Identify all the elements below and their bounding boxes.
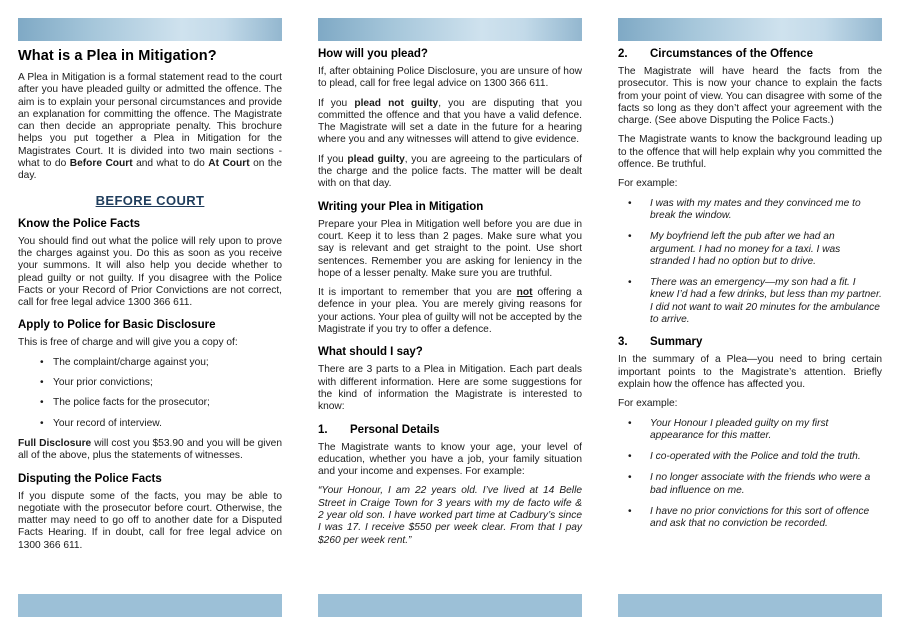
bullet-text: My boyfriend left the pub after we had an argument. I had no money for a taxi. I was stranded I had no option but to drive. — [650, 231, 841, 267]
bullet-item — [618, 506, 882, 531]
bullet-icon: • — [628, 417, 632, 429]
body-paragraph — [618, 178, 882, 190]
text-segment: In the summary of a Plea—you need to bring certain important points to the Magistrate’s attention. Briefly explain how the offence has affected you. — [618, 354, 882, 390]
bullet-item — [18, 377, 282, 389]
text-segment: At Court — [208, 158, 250, 170]
bullet-icon: • — [40, 417, 44, 429]
bullet-text: The complaint/charge against you; — [53, 356, 209, 368]
bullet-item — [618, 418, 882, 443]
column-middle-content — [318, 48, 582, 554]
before-court-heading: BEFORE COURT — [95, 192, 205, 208]
bullet-item — [18, 397, 282, 409]
bullet-item — [618, 472, 882, 497]
decorative-gradient-bar-top — [618, 18, 882, 41]
body-paragraph — [18, 72, 282, 183]
text-segment: , you are agreeing to the particulars of the charge and the police facts. The matter will be dealt with on that day. — [318, 153, 583, 190]
text-segment: , you are disputing that you committed the offence and that you have a valid defence. The Magistrate will set a date in the future for a hearing where you and any witnesses will attend to give evidence. — [318, 97, 582, 146]
body-paragraph — [318, 219, 582, 280]
text-segment: and what to do — [132, 158, 209, 170]
body-paragraph — [18, 236, 282, 310]
text-segment: offering a defence in your plea. You are merely giving reasons for your actions. Your plea of guilty will not be accepted by the Magistrate if you try to offer a defence. — [318, 287, 583, 336]
body-paragraph — [18, 438, 282, 463]
section-heading: Know the Police Facts — [18, 217, 141, 230]
text-segment: not — [516, 287, 533, 299]
column-right — [618, 0, 882, 637]
body-paragraph — [618, 66, 882, 127]
bullet-text: Your record of interview. — [53, 417, 162, 429]
text-segment: This is free of charge and will give you a copy of: — [18, 337, 238, 349]
bullet-icon: • — [40, 397, 44, 409]
body-paragraph — [318, 154, 582, 191]
bullet-item — [18, 418, 282, 430]
body-paragraph — [18, 337, 282, 349]
bullet-item — [618, 198, 882, 223]
bullet-icon: • — [628, 277, 632, 289]
numbered-section-heading — [318, 424, 582, 436]
column-left-content — [18, 48, 282, 559]
text-segment: plead guilty — [347, 153, 405, 165]
bullet-item — [618, 277, 882, 326]
text-segment: If you — [318, 97, 355, 109]
text-segment: Prepare your Plea in Mitigation well before you are due in court. Keep it to less than 2 pages. Make sure what you say is relevant and get straight to the point. Use short sentences. Remember you are asking for leniency in the hope of a lesser penalty. Make sure you are truthful. — [318, 218, 582, 279]
bullet-icon: • — [628, 231, 632, 243]
section-heading: What should I say? — [318, 346, 423, 359]
text-segment: If, after obtaining Police Disclosure, you are unsure of how to plead, call for free legal advice on 1300 366 611. — [318, 66, 582, 90]
text-segment: Before Court — [69, 158, 133, 170]
column-left — [18, 0, 282, 637]
numbered-section-heading — [618, 336, 882, 348]
body-paragraph — [318, 66, 582, 91]
text-segment: “Your Honour, I am 22 years old. I’ve lived at 14 Belle Street in Craige Town for 3 years with my de facto wife & 2 year old son. I have worked part time at Cadbury’s since I was 17. I receive $550 per week clear. From that I pay $260 per week rent.” — [318, 485, 582, 546]
bullet-text: There was an emergency—my son had a fit. I knew I’d had a few drinks, but less than my partner. I did not want to wait 20 minutes for the ambulance to arrive. — [650, 277, 882, 326]
bullet-text: Your prior convictions; — [53, 377, 153, 389]
bullet-list — [18, 357, 282, 430]
body-paragraph — [318, 287, 582, 336]
text-segment: The Magistrate will have heard the facts from the prosecutor. This is now your chance to explain the facts from your point of view. You can disagree with some of the facts so long as they don’t affect your agreement with the charge. (See above Disputing the Police Facts.) — [618, 66, 882, 127]
body-paragraph — [618, 134, 882, 171]
section-number: 3. — [618, 336, 628, 349]
column-middle — [318, 0, 582, 637]
bullet-item — [618, 451, 882, 463]
bullet-item — [18, 357, 282, 369]
text-segment: For example: — [618, 178, 678, 190]
body-paragraph — [18, 491, 282, 552]
decorative-gradient-bar-top — [18, 18, 282, 41]
bullet-icon: • — [628, 506, 632, 518]
bullet-list — [618, 198, 882, 327]
bullet-icon: • — [628, 472, 632, 484]
bullet-text: I have no prior convictions for this sort of offence and ask that no conviction be recorded. — [650, 506, 870, 530]
section-heading: Disputing the Police Facts — [18, 472, 162, 485]
text-segment: The Magistrate wants to know the background leading up to the offence that will help explain why you committed the offence. Be truthful. — [618, 134, 882, 171]
text-segment: The Magistrate wants to know your age, your level of education, whether you have a job, your family situation and your income and expenses. For example: — [318, 441, 582, 478]
section-heading-text: Circumstances of the Offence — [650, 48, 813, 60]
body-paragraph — [318, 98, 582, 147]
document-title: What is a Plea in Mitigation? — [18, 48, 217, 64]
section-heading: How will you plead? — [318, 48, 428, 60]
bullet-text: I no longer associate with the friends who were a bad influence on me. — [650, 472, 871, 496]
bullet-icon: • — [628, 451, 632, 463]
section-heading: Apply to Police for Basic Disclosure — [18, 319, 216, 332]
bullet-icon: • — [40, 377, 44, 389]
text-segment: will cost you $53.90 and you will be given all of the above, plus the statements of witnesses. — [18, 437, 282, 462]
column-right-content — [618, 48, 882, 540]
body-paragraph — [318, 442, 582, 479]
section-number: 2. — [618, 48, 628, 60]
bullet-text: The police facts for the prosecutor; — [53, 397, 210, 409]
text-segment: There are 3 parts to a Plea in Mitigation. Each part deals with different information. Here are some suggestions for the kind of information the Magistrate is interested to know: — [318, 364, 582, 413]
text-segment: If you — [318, 153, 348, 165]
decorative-solid-bar-bottom — [18, 594, 282, 617]
decorative-solid-bar-bottom — [618, 594, 882, 617]
bullet-icon: • — [628, 197, 632, 209]
body-paragraph — [318, 485, 582, 546]
section-heading-text: Summary — [650, 336, 703, 349]
decorative-solid-bar-bottom — [318, 594, 582, 617]
text-segment: It is important to remember that you are — [318, 287, 517, 299]
section-number: 1. — [318, 423, 328, 436]
text-segment: Full Disclosure — [18, 437, 92, 449]
bullet-list — [618, 418, 882, 531]
body-paragraph — [318, 364, 582, 413]
bullet-text: I co-operated with the Police and told the truth. — [650, 451, 861, 463]
text-segment: plead not guilty — [354, 97, 439, 109]
text-segment: A Plea in Mitigation is a formal statement read to the court after you have pleaded guilty or admitted the offence. The aim is to explain your personal circumstances and provide an explanation for committing the offence. The Magistrate can then decide an appropriate penalty. This brochure helps you put together a Plea in Mitigation for the Magistrates Court. It is divided into two main sections - what to do — [18, 72, 282, 170]
text-segment: on the day. — [18, 158, 283, 182]
decorative-gradient-bar-top — [318, 18, 582, 41]
bullet-item — [618, 231, 882, 268]
section-heading-text: Personal Details — [350, 423, 440, 436]
numbered-section-heading — [618, 48, 882, 60]
text-segment: You should find out what the police will rely upon to prove the charges against you. Do this as soon as you receive your summons. It will also help you decide whether to plead guilty or not guilty. If you disagree with the Police Facts or your Record of Prior Convictions are not correct, call for free legal advice 1300 366 611. — [18, 235, 282, 309]
bullet-text: Your Honour I pleaded guilty on my first appearance for this matter. — [650, 417, 829, 441]
section-heading: Writing your Plea in Mitigation — [318, 200, 484, 213]
bullet-text: I was with my mates and they convinced me to break the window. — [650, 197, 861, 221]
text-segment: If you dispute some of the facts, you may be able to negotiate with the prosecutor before court. Otherwise, the matter may need to go off to another date for a Disputed Facts Hearing. If in doubt, call for free legal advice on 1300 366 611. — [18, 490, 282, 551]
body-paragraph — [618, 354, 882, 391]
text-segment: For example: — [618, 398, 678, 410]
bullet-icon: • — [40, 356, 44, 368]
body-paragraph — [618, 398, 882, 410]
